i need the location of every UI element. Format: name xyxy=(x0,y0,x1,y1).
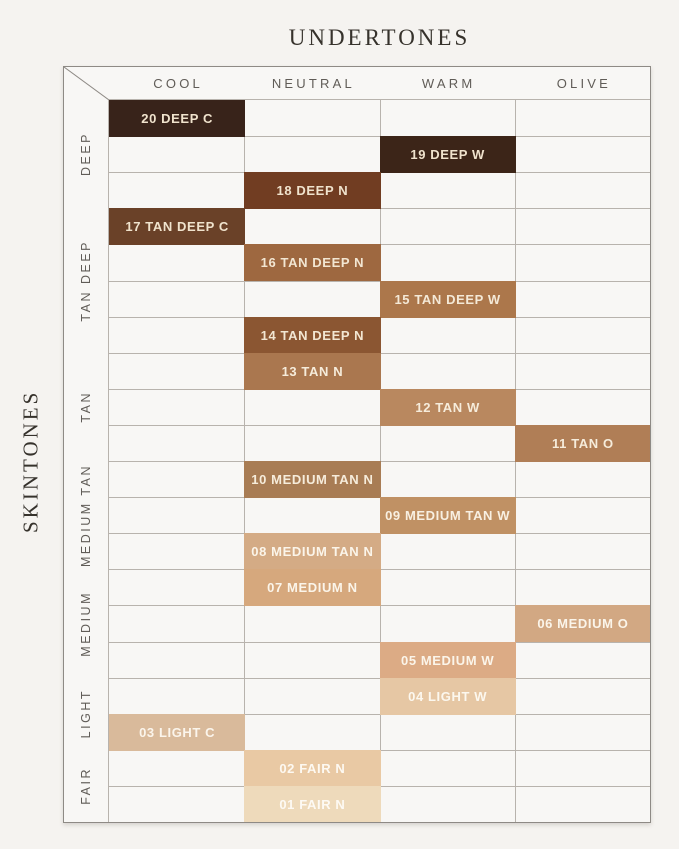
group-label-fair: FAIR xyxy=(79,766,93,805)
shade-matrix-table xyxy=(63,66,651,823)
shade-swatch-18-deep-n: 18 DEEP N xyxy=(244,172,380,209)
group-row-medium-tan xyxy=(64,461,108,569)
shade-swatch-05-medium-w: 05 MEDIUM W xyxy=(380,642,516,679)
shade-swatch-13-tan-n: 13 TAN N xyxy=(244,353,380,390)
shade-swatch-14-tan-deep-n: 14 TAN DEEP N xyxy=(244,317,380,354)
undertone-header-row xyxy=(109,67,650,100)
shade-swatch-04-light-w: 04 LIGHT W xyxy=(380,678,516,715)
column-header-warm: WARM xyxy=(421,75,476,91)
group-row-fair xyxy=(64,750,108,822)
skintone-group-column xyxy=(64,100,109,822)
shade-swatch-20-deep-c: 20 DEEP C xyxy=(109,100,245,137)
shade-swatch-06-medium-o: 06 MEDIUM O xyxy=(515,605,650,642)
group-label-medium: MEDIUM xyxy=(79,590,93,657)
shade-swatch-19-deep-w: 19 DEEP W xyxy=(380,136,516,173)
shade-swatch-07-medium-n: 07 MEDIUM N xyxy=(244,569,380,606)
group-label-medium-tan: MEDIUM TAN xyxy=(79,463,93,567)
shade-swatch-17-tan-deep-c: 17 TAN DEEP C xyxy=(109,208,245,245)
group-label-deep: DEEP xyxy=(79,132,93,177)
shade-swatch-11-tan-o: 11 TAN O xyxy=(515,425,650,462)
shade-grid xyxy=(109,100,650,822)
shade-swatch-12-tan-w: 12 TAN W xyxy=(380,389,516,426)
group-row-tan xyxy=(64,353,108,461)
shade-swatch-16-tan-deep-n: 16 TAN DEEP N xyxy=(244,244,380,281)
group-row-tan-deep xyxy=(64,208,108,352)
group-label-tan-deep: TAN DEEP xyxy=(79,239,93,322)
column-header-olive: OLIVE xyxy=(556,75,612,91)
shade-swatch-08-medium-tan-n: 08 MEDIUM TAN N xyxy=(244,533,380,570)
shade-swatch-03-light-c: 03 LIGHT C xyxy=(109,714,245,751)
group-row-light xyxy=(64,678,108,750)
column-header-neutral: NEUTRAL xyxy=(271,75,355,91)
column-header-cool: COOL xyxy=(153,75,203,91)
shade-swatch-09-medium-tan-w: 09 MEDIUM TAN W xyxy=(380,497,516,534)
group-row-deep xyxy=(64,100,108,208)
shade-swatch-01-fair-n: 01 FAIR N xyxy=(244,786,380,822)
shade-swatch-02-fair-n: 02 FAIR N xyxy=(244,750,380,787)
group-label-tan: TAN xyxy=(79,391,93,423)
shade-swatch-15-tan-deep-w: 15 TAN DEEP W xyxy=(380,281,516,318)
shade-swatch-10-medium-tan-n: 10 MEDIUM TAN N xyxy=(244,461,380,498)
group-row-medium xyxy=(64,569,108,677)
group-label-light: LIGHT xyxy=(79,689,93,739)
corner-diagonal-line xyxy=(64,67,109,100)
skintones-axis-label: SKINTONES xyxy=(18,389,43,533)
undertones-title: UNDERTONES xyxy=(288,25,471,50)
